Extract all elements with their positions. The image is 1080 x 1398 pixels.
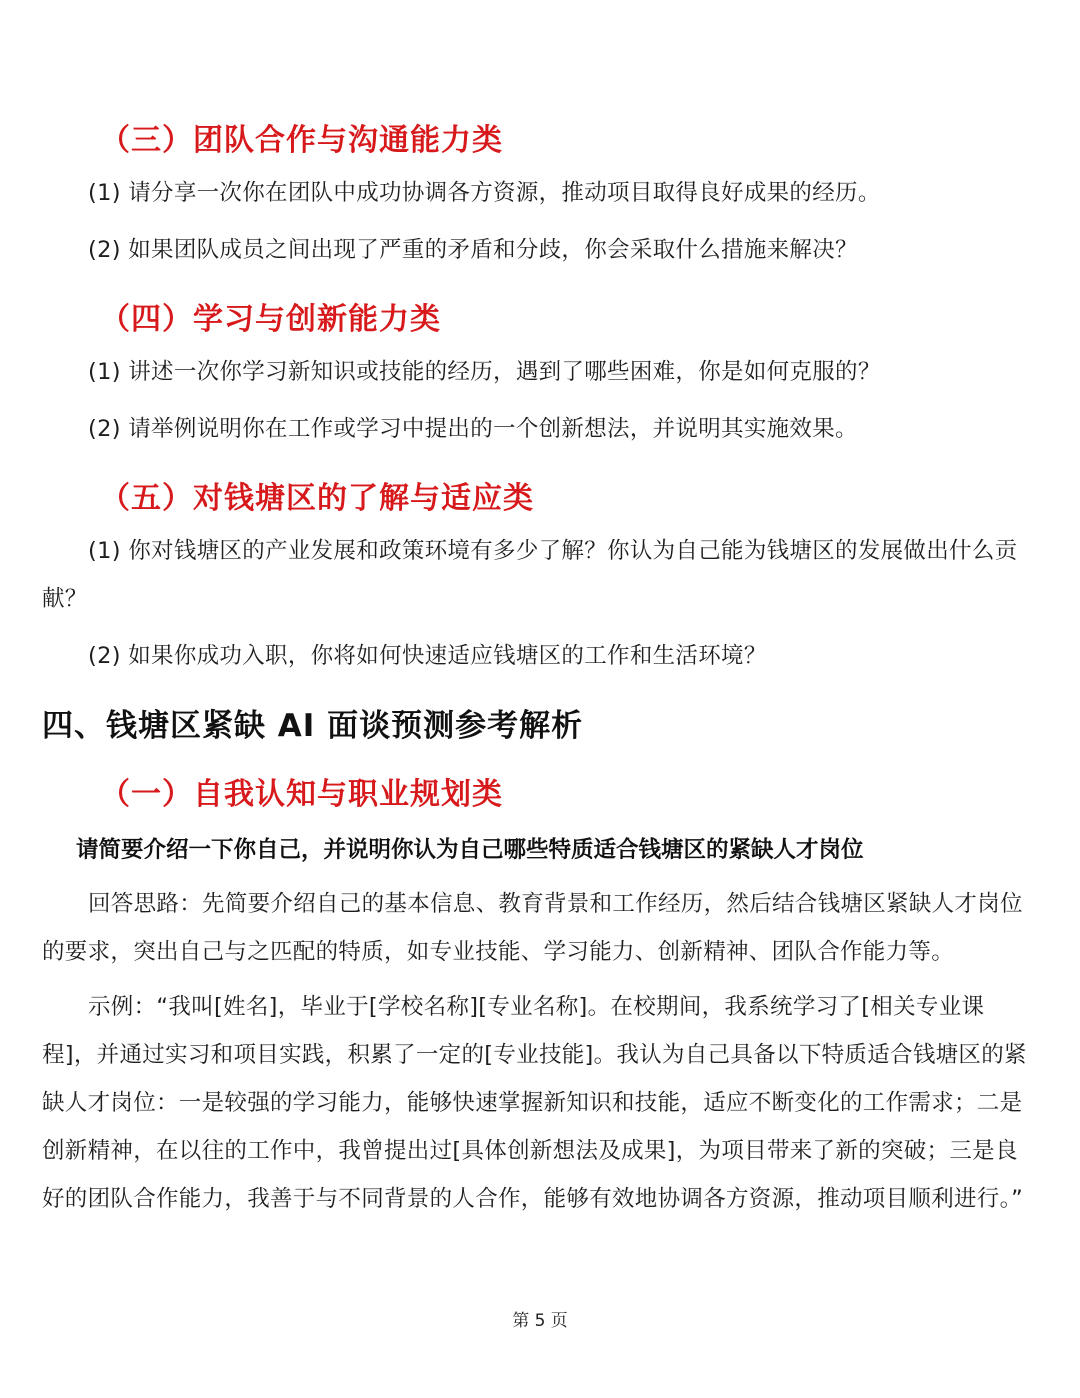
section-heading-qiantang: （五）对钱塘区的了解与适应类 <box>100 481 534 516</box>
chapter-heading: 四、钱塘区紧缺 AI 面谈预测参考解析 <box>42 708 584 744</box>
answer-approach: 回答思路：先简要介绍自己的基本信息、教育背景和工作经历，然后结合钱塘区紧缺人才岗位的要求，突出自己与之匹配的特质，如专业技能、学习能力、创新精神、团队合作能力等。 <box>42 891 1023 965</box>
answer-example: 示例：“我叫[姓名]，毕业于[学校名称][专业名称]。在校期间，我系统学习了[相关专业课程]，并通过实习和项目实践，积累了一定的[专业技能]。我认为自己具备以下特质适合钱塘区的紧缺人才岗位：一是较强的学习能力，能够快速掌握新知识和技能，适应不断变化的工作需求；二是创新精神，在以往的工作中，我曾提出过[具体创新想法及成果]，为项目带来了新的突破；三是良好的团队合作能力，我善于与不同背景的人合作，能够有效地协调各方资源，推动项目顺利进行。” <box>42 994 1027 1212</box>
question-teamwork-2: (2) 如果团队成员之间出现了严重的矛盾和分歧，你会采取什么措施来解决？ <box>88 237 858 263</box>
page-number: 第 5 页 <box>512 1311 568 1331</box>
question-learning-1: (1) 讲述一次你学习新知识或技能的经历，遇到了哪些困难，你是如何克服的？ <box>88 359 881 385</box>
question-learning-2: (2) 请举例说明你在工作或学习中提出的一个创新想法，并说明其实施效果。 <box>88 416 858 442</box>
section-heading-self-cognition: （一）自我认知与职业规划类 <box>100 777 503 812</box>
section-heading-teamwork: （三）团队合作与沟通能力类 <box>100 123 503 158</box>
question-teamwork-1: (1) 请分享一次你在团队中成功协调各方资源，推动项目取得良好成果的经历。 <box>88 180 881 206</box>
question-qiantang-2: (2) 如果你成功入职，你将如何快速适应钱塘区的工作和生活环境？ <box>88 643 767 669</box>
question-qiantang-1: (1) 你对钱塘区的产业发展和政策环境有多少了解？你认为自己能为钱塘区的发展做出什么贡献？ <box>42 538 1018 612</box>
section-heading-learning: （四）学习与创新能力类 <box>100 302 441 337</box>
interview-question: 请简要介绍一下你自己，并说明你认为自己哪些特质适合钱塘区的紧缺人才岗位 <box>76 837 864 863</box>
